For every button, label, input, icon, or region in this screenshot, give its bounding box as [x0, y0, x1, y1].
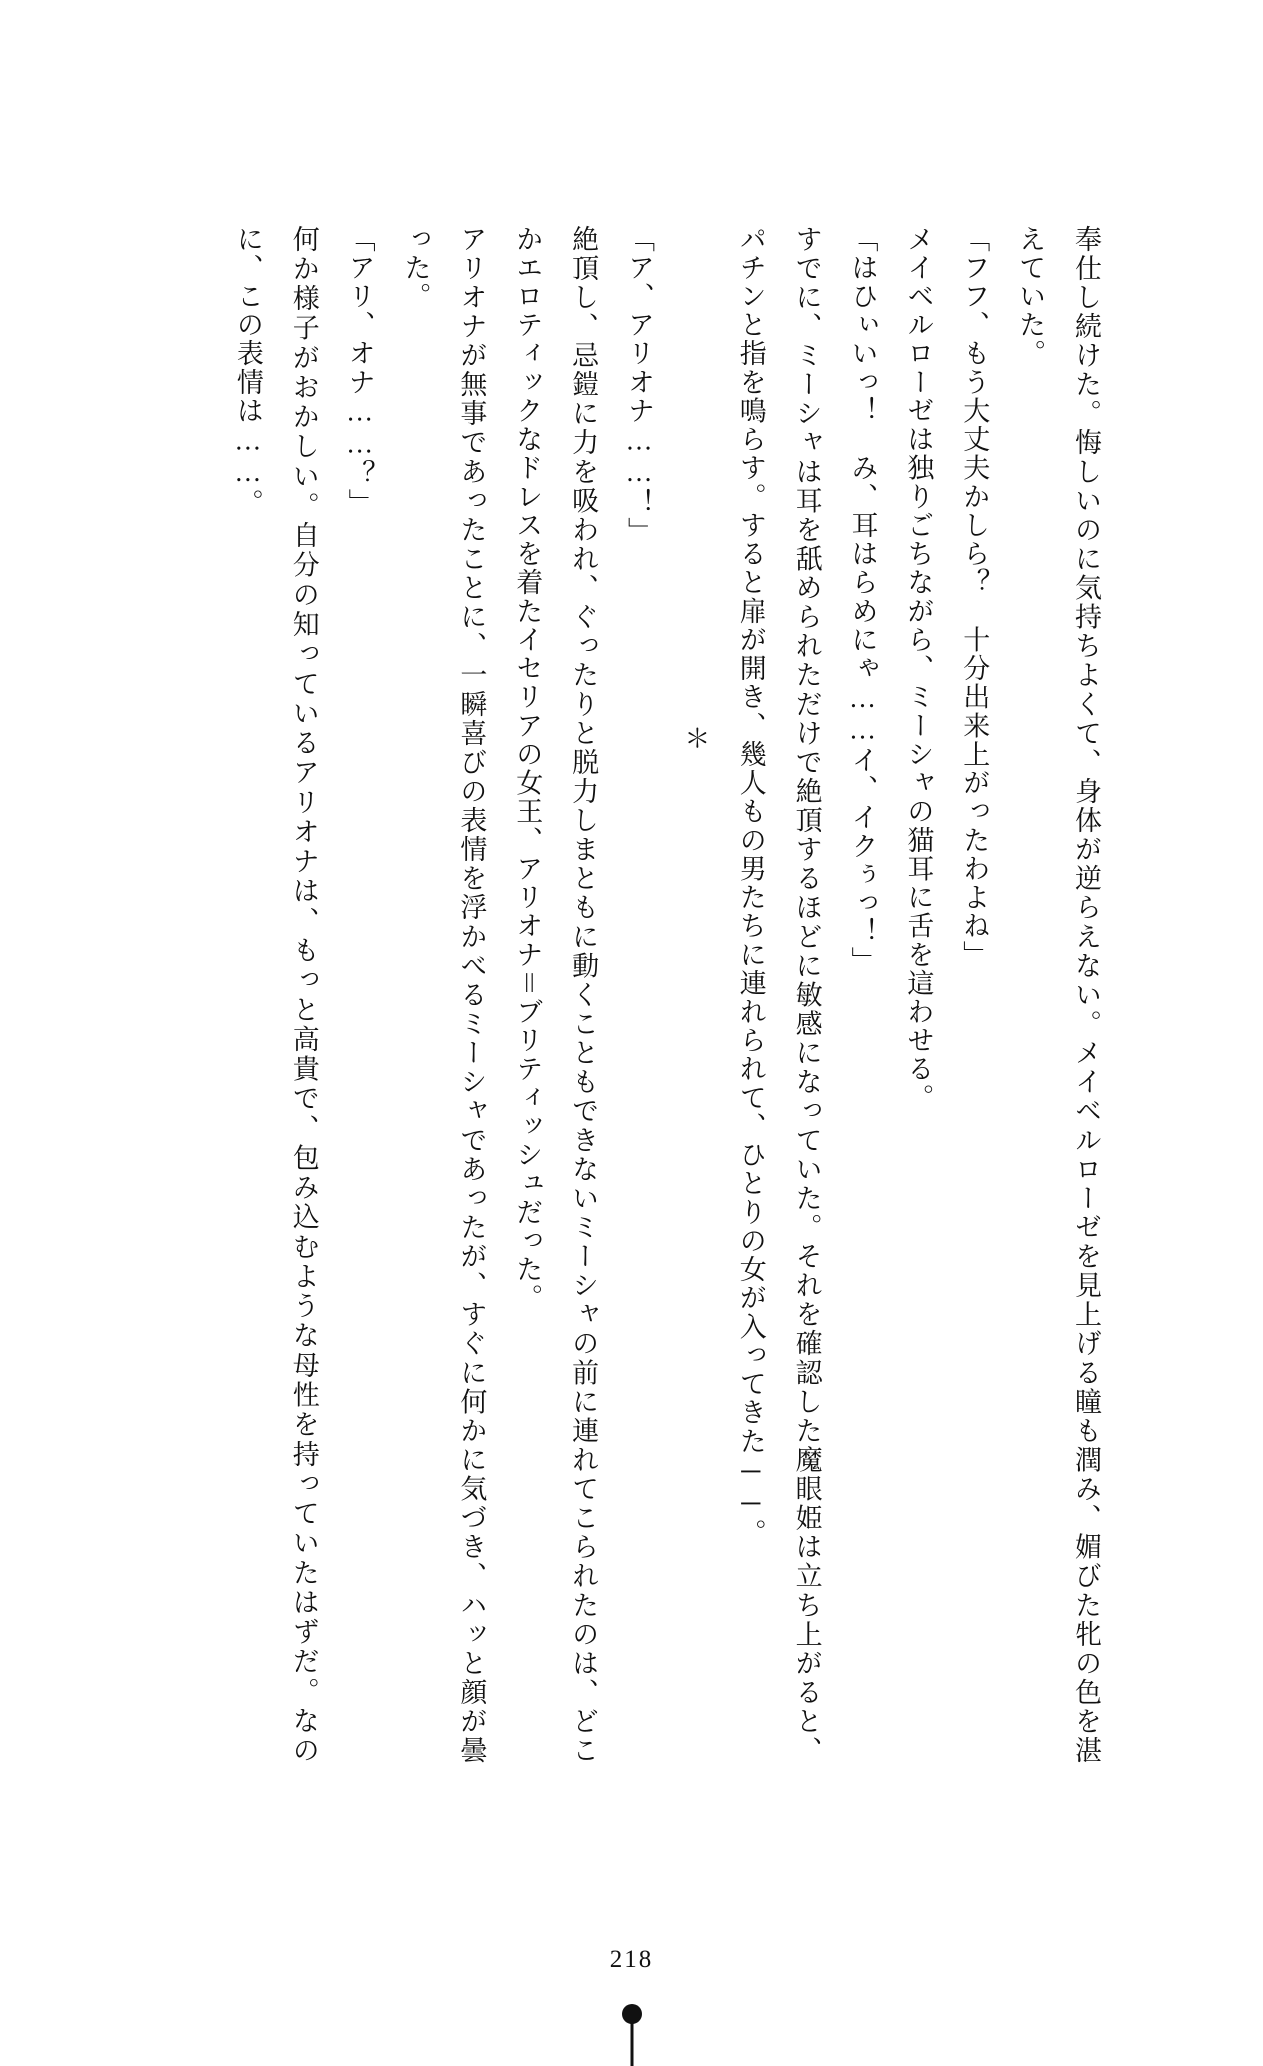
paragraph: 絶頂し、忌鎧に力を吸われ、ぐったりと脱力しまともに動くこともできないミーシャの前に連れてこられたのは、どこかエロティックなドレスを着たイセリアの女王、アリオナ＝ブリティッシュだった。: [512, 225, 599, 1765]
paragraph: 何か様子がおかしい。自分の知っているアリオナは、もっと高貴で、包み込むような母性を持っていたはずだ。なのに、この表情は……。: [232, 225, 319, 1765]
footer-ornament-icon: [619, 2004, 645, 2066]
paragraph: すでに、ミーシャは耳を舐められただけで絶頂するほどに敏感になっていた。それを確認した魔眼姫は立ち上がると、パチンと指を鳴らす。すると扉が開き、幾人もの男たちに連れられて、ひとりの女が入ってきた──。: [735, 225, 822, 1765]
paragraph: アリオナが無事であったことに、一瞬喜びの表情を浮かべるミーシャであったが、すぐに何かに気づき、ハッと顔が曇った。: [400, 225, 487, 1765]
paragraph: 「アリ、オナ……？」: [344, 225, 375, 518]
paragraph: 奉仕し続けた。悔しいのに気持ちよくて、身体が逆らえない。メイベルローゼを見上げる瞳も潤み、媚びた牝の色を湛えていた。: [1015, 225, 1101, 1765]
paragraph: 「はひぃいっ！ み、耳はらめにゃ……イ、イクぅっ！」: [847, 225, 878, 976]
separator-glyph: ＊: [680, 725, 710, 753]
page-number: 218: [609, 1946, 654, 1973]
paragraph: 「フフ、もう大丈夫かしら？ 十分出来上がったわよね」: [959, 225, 990, 970]
body-text: [153, 225, 1113, 1765]
footer-stem-icon: [630, 2022, 633, 2066]
paragraph: 「ア、アリオナ……！」: [624, 225, 654, 546]
footer-dot-icon: [622, 2004, 642, 2024]
paragraph: メイベルローゼは独りごちながら、ミーシャの猫耳に舌を這わせる。: [903, 225, 934, 1113]
scene-separator: [666, 225, 722, 1765]
